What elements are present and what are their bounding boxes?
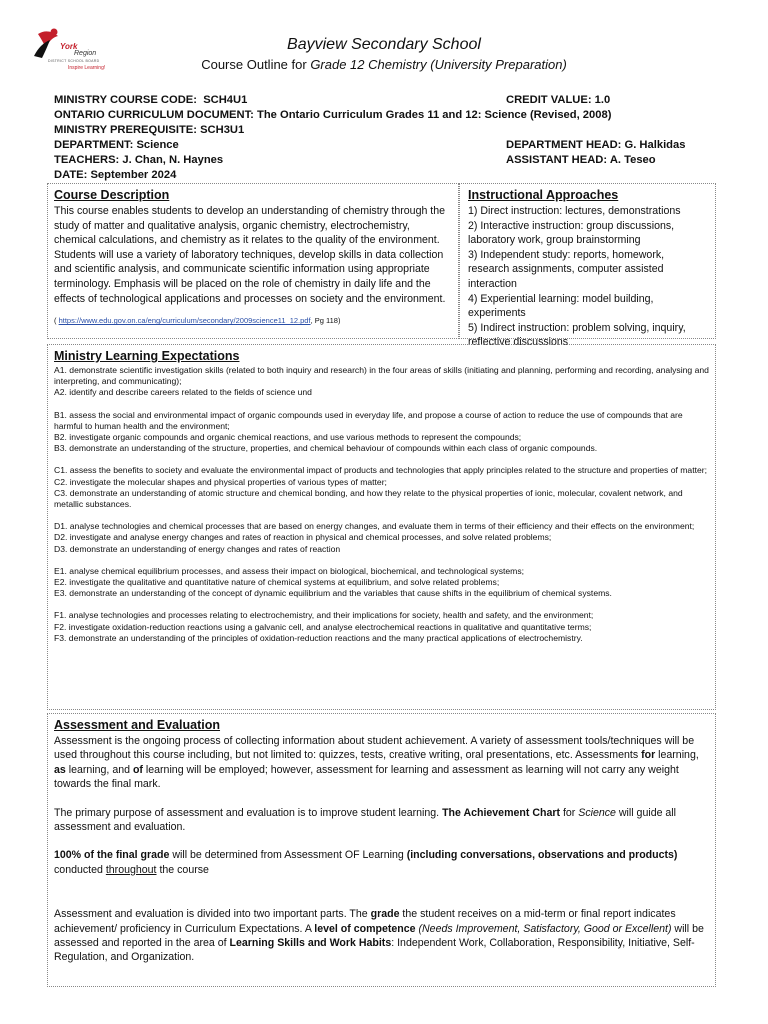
assessment-paragraph-3: 100% of the final grade will be determined from Assessment OF Learning (including conversations, observations and products) conducted throughout the course (54, 849, 678, 876)
strand-b (54, 410, 709, 455)
logo-text-region: Region (74, 50, 97, 57)
school-name: Bayview Secondary School (287, 36, 481, 53)
expectations-box (47, 344, 716, 710)
expectation-a2: A2. identify and describe careers related to the fields of science und (54, 387, 312, 398)
expectation-f1: F1. analyse technologies and processes relating to electrochemistry, and their implications for society, health and safety, and the environment; (54, 610, 594, 621)
list-item: 4) Experiential learning: model building, experiments (468, 292, 654, 320)
instructional-list (468, 204, 707, 350)
expectation-f3: F3. demonstrate an understanding of the principles of oxidation-reduction reactions and the many practical applications of electrochemistry. (54, 632, 583, 643)
list-item: 5) Indirect instruction: problem solving, inquiry, reflective discussions (468, 321, 686, 349)
curriculum-reference: ( https://www.edu.gov.on.ca/eng/curriculum/secondary/2009science11_12.pdf, Pg 118) (54, 316, 341, 326)
list-item: 3) Independent study: reports, homework, research assignments, computer assisted interaction (468, 248, 665, 290)
expectations-title: Ministry Learning Expectations (54, 349, 240, 363)
meta-curriculum: ONTARIO CURRICULUM DOCUMENT: The Ontario Curriculum Grades 11 and 12: Science (Revised, 2008) (54, 109, 612, 121)
outline-prefix: Course Outline for (201, 57, 311, 72)
expectation-c1: C1. assess the benefits to society and evaluate the environmental impact of products and technologies that apply principles related to the structure and properties of matter; (54, 465, 708, 476)
logo-text-board: DISTRICT SCHOOL BOARD (48, 59, 100, 63)
assessment-paragraph-2: The primary purpose of assessment and evaluation is to improve student learning. The Achievement Chart for Science will guide all assessment and evaluation. (54, 806, 677, 834)
expectation-c2: C2. investigate the molecular shapes and physical properties of various types of matter; (54, 476, 387, 487)
logo-tagline: Inspire Learning! (68, 65, 106, 71)
list-item: 1) Direct instruction: lectures, demonstrations (468, 205, 681, 217)
logo-text-york: York (60, 42, 78, 51)
instructional-title: Instructional Approaches (468, 188, 619, 202)
assessment-box (47, 713, 716, 987)
list-item: 2) Interactive instruction: group discussions, laboratory work, group brainstorming (468, 219, 675, 247)
meta-teachers: TEACHERS: J. Chan, N. Haynes (54, 154, 224, 166)
strand-a (54, 365, 709, 399)
meta-department: DEPARTMENT: Science (54, 139, 179, 151)
expectation-a1: A1. demonstrate scientific investigation skills (related to both inquiry and research) in the four areas of skills (initiating and planning, performing and recording, analysing and interpreting, and communicating); (54, 365, 709, 387)
expectation-b3: B3. demonstrate an understanding of the structure, properties, and chemical behaviour of compounds within each class of organic compounds. (54, 443, 598, 454)
expectation-b1: B1. assess the social and environmental impact of organic compounds used in everyday life, and propose a course of action to reduce the use of compounds that are harmful to human health and the environment; (54, 409, 683, 431)
assessment-paragraph-4: Assessment and evaluation is divided into two important parts. The grade the student receives on a mid-term or final report indicates achievement/ proficiency in Curriculum Expectations. A level of competence (Needs Improvement, Satisfactory, Good or Excellent) will be assessed and reported in the area of Learning Skills and Work Habits: Independent Work, Collaboration, Responsibility, Initiative, Self-Regulation, and Organization. (54, 908, 704, 964)
meta-right (506, 93, 685, 168)
strand-e (54, 566, 709, 600)
expectation-c3: C3. demonstrate an understanding of atomic structure and chemical bonding, and how they relate to the physical properties of ionic, molecular, covalent network, and metallic substances. (54, 487, 683, 510)
meta-credit: CREDIT VALUE: 1.0 (506, 94, 611, 106)
expectation-d1: D1. analyse technologies and chemical processes that are based on energy changes, and evaluate them in terms of their efficiency and their effects on the environment; (54, 521, 695, 532)
expectation-b2: B2. investigate organic compounds and organic chemical reactions, and use various methods to represent the compounds; (54, 432, 522, 443)
course-outline-title (0, 57, 768, 72)
instructional-approaches-box (459, 183, 716, 349)
course-description-title: Course Description (54, 188, 170, 202)
meta-course-code: MINISTRY COURSE CODE: SCH4U1 (54, 94, 248, 106)
expectation-f2: F2. investigate oxidation-reduction reactions using a galvanic cell, and analyse electrochemical reactions in qualitative and quantitative terms; (54, 621, 592, 632)
expectation-d3: D3. demonstrate an understanding of energy changes and rates of reaction (54, 543, 341, 554)
outline-course: Grade 12 Chemistry (University Preparation) (310, 57, 567, 72)
meta-date: DATE: September 2024 (54, 169, 177, 181)
expectations-list (54, 365, 709, 644)
curriculum-link[interactable]: https://www.edu.gov.on.ca/eng/curriculum/secondary/2009science11_12.pdf (58, 316, 311, 326)
assessment-paragraph-1: Assessment is the ongoing process of collecting information about student achievement. A variety of assessment tools/techniques will be used throughout this course including, but not limited to: quizzes, tests, creative writing, oral presentations, etc. Assessments for learning, as learning, and of learning will be employed; however, assessment for learning and assessment as learning will not carry any weight towards the final mark. (54, 735, 699, 791)
expectation-e1: E1. analyse chemical equilibrium processes, and assess their impact on biological, biochemical, and technological systems; (54, 565, 525, 576)
course-description-box (47, 183, 459, 339)
strand-c (54, 465, 709, 510)
expectation-e3: E3. demonstrate an understanding of the concept of dynamic equilibrium and the variables that cause shifts in the equilibrium of chemical systems. (54, 588, 612, 599)
strand-d (54, 521, 709, 555)
meta-dept-head: DEPARTMENT HEAD: G. Halkidas (506, 139, 686, 151)
meta-asst-head: ASSISTANT HEAD: A. Teseo (506, 154, 656, 166)
expectation-d2: D2. investigate and analyse energy changes and rates of reaction in physical and chemical processes, and solve related problems; (54, 532, 552, 543)
assessment-title: Assessment and Evaluation (54, 718, 221, 732)
course-description-text: This course enables students to develop an understanding of chemistry through the study of matter and qualitative analysis, organic chemistry, electrochemistry, chemical calculations, and chemistry as it relates to the quality of the environment. Students will use a variety of laboratory techniques, develop skills in data collection and scientific analysis, and communicate scientific information using appropriate terminology. Emphasis will be placed on the role of chemistry in daily life and the effects of technological applications and processes on society and the environment. (54, 205, 446, 305)
expectation-e2: E2. investigate the qualitative and quantitative nature of chemical systems at equilibrium, and solve related problems; (54, 577, 500, 588)
meta-prerequisite: MINISTRY PREREQUISITE: SCH3U1 (54, 124, 245, 136)
strand-f (54, 610, 709, 644)
